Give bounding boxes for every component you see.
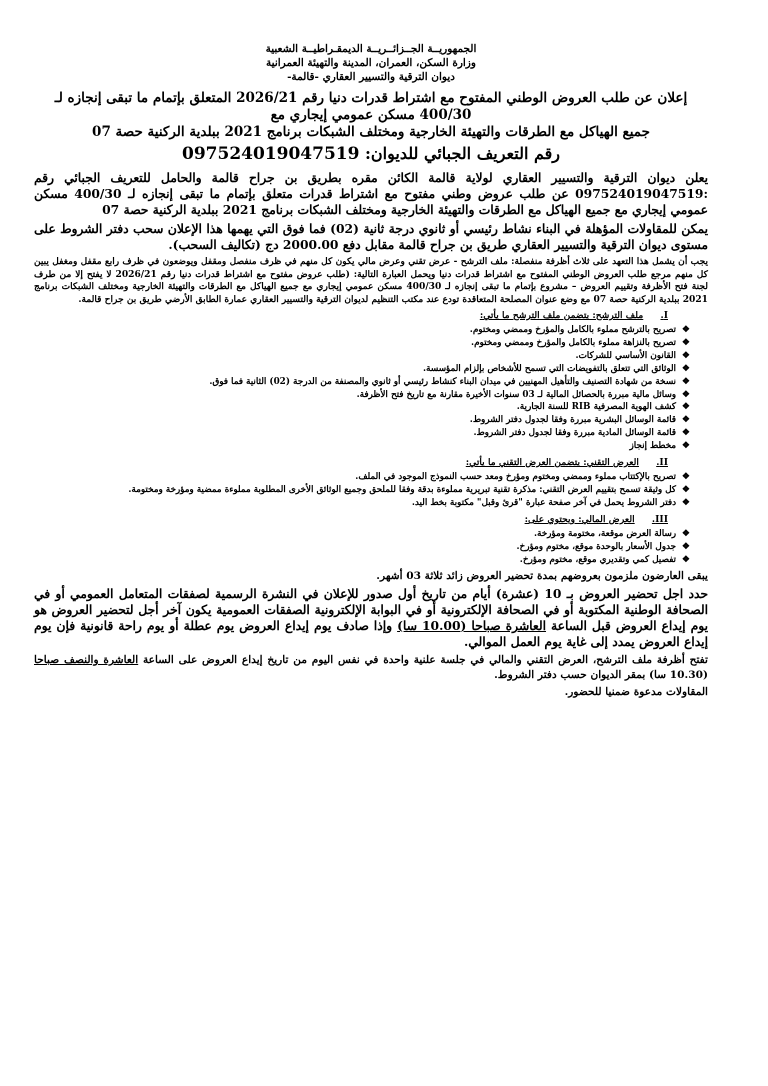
diamond-bullet-icon: ❖ (681, 325, 690, 335)
list-item: ❖ قائمة الوسائل المادية مبررة وفقا لجدول دفتر الشروط. (473, 428, 690, 439)
diamond-bullet-icon: ❖ (681, 441, 690, 452)
list-item: ❖ جدول الأسعار بالوحدة موقع، مختوم ومؤرخ. (516, 541, 690, 552)
section-label: ملف الترشح: يتضمن ملف الترشح ما يأتي: (479, 310, 644, 321)
diamond-bullet-icon: ❖ (681, 472, 690, 483)
list-item: ❖ دفتر الشروط يحمل في آخر صفحة عبارة "قرئ وقبل" مكتوبة بخط اليد. (411, 497, 690, 508)
list-item: ❖ رسالة العرض موقعة، مختومة ومؤرخة. (533, 528, 690, 539)
diamond-bullet-icon: ❖ (681, 350, 690, 361)
list-item: ❖ تصريح بالإكتتاب مملوء وممضي ومختوم ومؤرخ ومعد حسب النموذج الموجود في الملف. (355, 472, 690, 483)
financial-items-list (34, 528, 708, 567)
republic-header: الجمهوريــة الجــزائــريــة الديمقـراطيــة الشعبية (265, 43, 477, 55)
diamond-bullet-icon: ❖ (681, 541, 690, 552)
list-item: ❖ مخطط إنجاز (629, 441, 690, 452)
list-item: ❖ القانون الأساسي للشركات. (575, 350, 690, 361)
diamond-bullet-icon: ❖ (681, 484, 690, 495)
section-label: العرض المالي: ويحتوي على: (524, 513, 635, 525)
fiscal-id-label: رقم التعريف الجبائي للديوان: (365, 144, 560, 163)
section-number: I. (660, 310, 668, 321)
candidacy-items-list (34, 324, 708, 453)
diamond-bullet-icon: ❖ (681, 337, 690, 348)
opening-paragraph: تفتح أظرفة ملف الترشح، العرض التقني والمالي في جلسة علنية واحدة في نفس اليوم من تاريخ إيداع العروض على الساعة العاشرة والنصف صباحا (10.30 سا) بمقر الديوان حسب دفتر الشروط. (34, 654, 708, 681)
title-line-1: إعلان عن طلب العروض الوطني المفتوح مع اشتراط قدرات دنيا رقم 2026/21 المتعلق بإتمام ما تبقى إنجازه لـ 400/30 مسكن عمومي إيجاري مع (54, 90, 688, 123)
diamond-bullet-icon: ❖ (681, 415, 690, 426)
list-item: ❖ قائمة الوسائل البشرية مبررة وفقا لجدول دفتر الشروط. (469, 415, 690, 426)
deadline-time: العاشرة صباحا (10.00 سا) (397, 618, 547, 633)
intro-paragraph: يعلن ديوان الترقية والتسيير العقاري لولاية قالمة الكائن مقره بطريق بن جراح قالمة والحامل للتعريف الجبائي رقم :097524019047519 عن طلب عروض وطني مفتوح مع اشتراط قدرات متعلق بإتمام ما تبقى إنجازه لـ 400/30 مسكن عمومي إيجاري مع جميع الهياكل مع الطرقات والتهيئة الخارجية ومختلف الشبكات برنامج 2021 ببلدية الركنية حصة 07 (34, 170, 708, 217)
section-heading-candidacy (34, 309, 708, 322)
list-item: ❖ تفصيل كمي وتقديري موقع، مختوم ومؤرخ. (519, 554, 690, 565)
validity-paragraph: يبقى العارضون ملزمون بعروضهم بمدة تحضير العروض زائد ثلاثة 03 أشهر. (376, 569, 708, 582)
opening-time: العاشرة والنصف صباحا (34, 654, 139, 666)
section-heading-technical (34, 456, 708, 469)
fiscal-id-number: 097524019047519 (182, 144, 360, 164)
list-item: ❖ تصريح بالنزاهة مملوء بالكامل والمؤرخ وممضي ومختوم. (471, 337, 690, 348)
section-heading-financial (34, 513, 708, 526)
invitation-paragraph: المقاولات مدعوة ضمنيا للحضور. (564, 686, 708, 698)
section-number: III. (651, 513, 668, 525)
diamond-bullet-icon: ❖ (681, 554, 690, 565)
diamond-bullet-icon: ❖ (681, 376, 690, 387)
diamond-bullet-icon: ❖ (681, 389, 690, 400)
list-item: ❖ وسائل مالية مبررة بالحصائل المالية لـ 03 سنوات الأخيرة مقارنة مع تاريخ فتح الأظرفة. (356, 389, 690, 400)
deadline-paragraph: حدد اجل تحضير العروض بـ 10 (عشرة) أيام من تاريخ أول صدور للإعلان في النشرة الرسمية لصفقات المتعامل العمومي أو في الصحافة الوطنية المكتوبة أو في الصحافة الإلكترونية أو في البوابة الإلكترونية الصفقات العمومية يكون آخر أجل لتحضير العروض هو يوم إيداع العروض قبل الساعة العاشرة صباحا (10.00 سا) وإذا صادف يوم إيداع العروض يوم عطلة أو يوم راحة قانونية فإن يوم إيداع العروض يمدد إلى غاية يوم العمل الموالي. (34, 586, 709, 649)
section-number: II. (656, 457, 668, 469)
envelopes-paragraph: يجب أن يشمل هذا التعهد على ثلاث أظرفة منفصلة: ملف الترشح - عرض تقني وعرض مالي يكون كل منهم في ظرف منفصل ومقفل ويوضعون في ظرف رابع مقفل ومغفل يبين كل منهم مرجع طلب العروض الوطني المفتوح مع اشتراط قدرات دنيا ويحمل العبارة التالية: (طلب عروض مفتوح مع اشتراط قدرات دنيا رقم 2026/21 لا يفتح إلا من طرف لجنة فتح الأظرفة وتقييم العروض – مشروع بإتمام ما تبقى إنجازه لـ 400/30 مسكن عمومي إيجاري مع جميع الهياكل مع الطرقات والتهيئة الخارجية ومختلف الشبكات برنامج 2021 ببلدية الركنية حصة 07 مع وضع عنوان المصلحة المتعاقدة تودع عند مكتب التنظيم لديوان الترقية والتسيير العقاري عمارة الطابق الأرضي طريق بن جراح قالمة. (34, 256, 708, 305)
diamond-bullet-icon: ❖ (681, 528, 690, 539)
diamond-bullet-icon: ❖ (681, 402, 690, 413)
list-item: ❖ كل وثيقة تسمح بتقييم العرض التقني: مذكرة تقنية تبريرية مملوءة بدقة وفقا للملحق وجميع الوثائق الأخرى المطلوبة مملوءة ممضية ومؤرخة ومختومة. (128, 484, 690, 495)
diamond-bullet-icon: ❖ (681, 363, 690, 374)
diamond-bullet-icon: ❖ (681, 497, 690, 508)
list-item: ❖ نسخة من شهادة التصنيف والتأهيل المهنيين في ميدان البناء كنشاط رئيسي أو ثانوي والمصنفة من الدرجة (02) الثانية فما فوق. (209, 376, 690, 387)
list-item: ❖ الوثائق التي تتعلق بالتفويضات التي تسمح للأشخاص بإلزام المؤسسة. (422, 363, 690, 374)
announcement-title (34, 90, 708, 141)
ministry-header: وزارة السكن، العمران، المدينة والتهيئة العمرانية (266, 57, 476, 69)
eligibility-paragraph: يمكن للمقاولات المؤهلة في البناء نشاط رئيسي أو ثانوي درجة ثانية (02) فما فوق التي يهمها هذا الإعلان سحب دفتر الشروط على مستوى ديوان الترقية والتسيير العقاري طريق بن جراح قالمة مقابل دفع 2000.00 دج (تكاليف السحب). (34, 221, 708, 252)
office-header: ديوان الترقية والتسيير العقاري -قالمة- (287, 71, 455, 83)
title-line-2: جميع الهياكل مع الطرقات والتهيئة الخارجية ومختلف الشبكات برنامج 2021 ببلدية الركنية حصة 07 (92, 124, 650, 140)
fiscal-id-line (34, 144, 708, 164)
technical-items-list (34, 471, 708, 510)
diamond-bullet-icon: ❖ (681, 428, 690, 439)
section-label: العرض التقني: يتضمن العرض التقني ما يأتي: (465, 457, 639, 469)
list-item: ❖ تصريح بالترشح مملوء بالكامل والمؤرخ وممضي ومختوم. (469, 325, 690, 335)
list-item: ❖ كشف الهوية المصرفية RIB للسنة الجارية. (516, 402, 690, 413)
